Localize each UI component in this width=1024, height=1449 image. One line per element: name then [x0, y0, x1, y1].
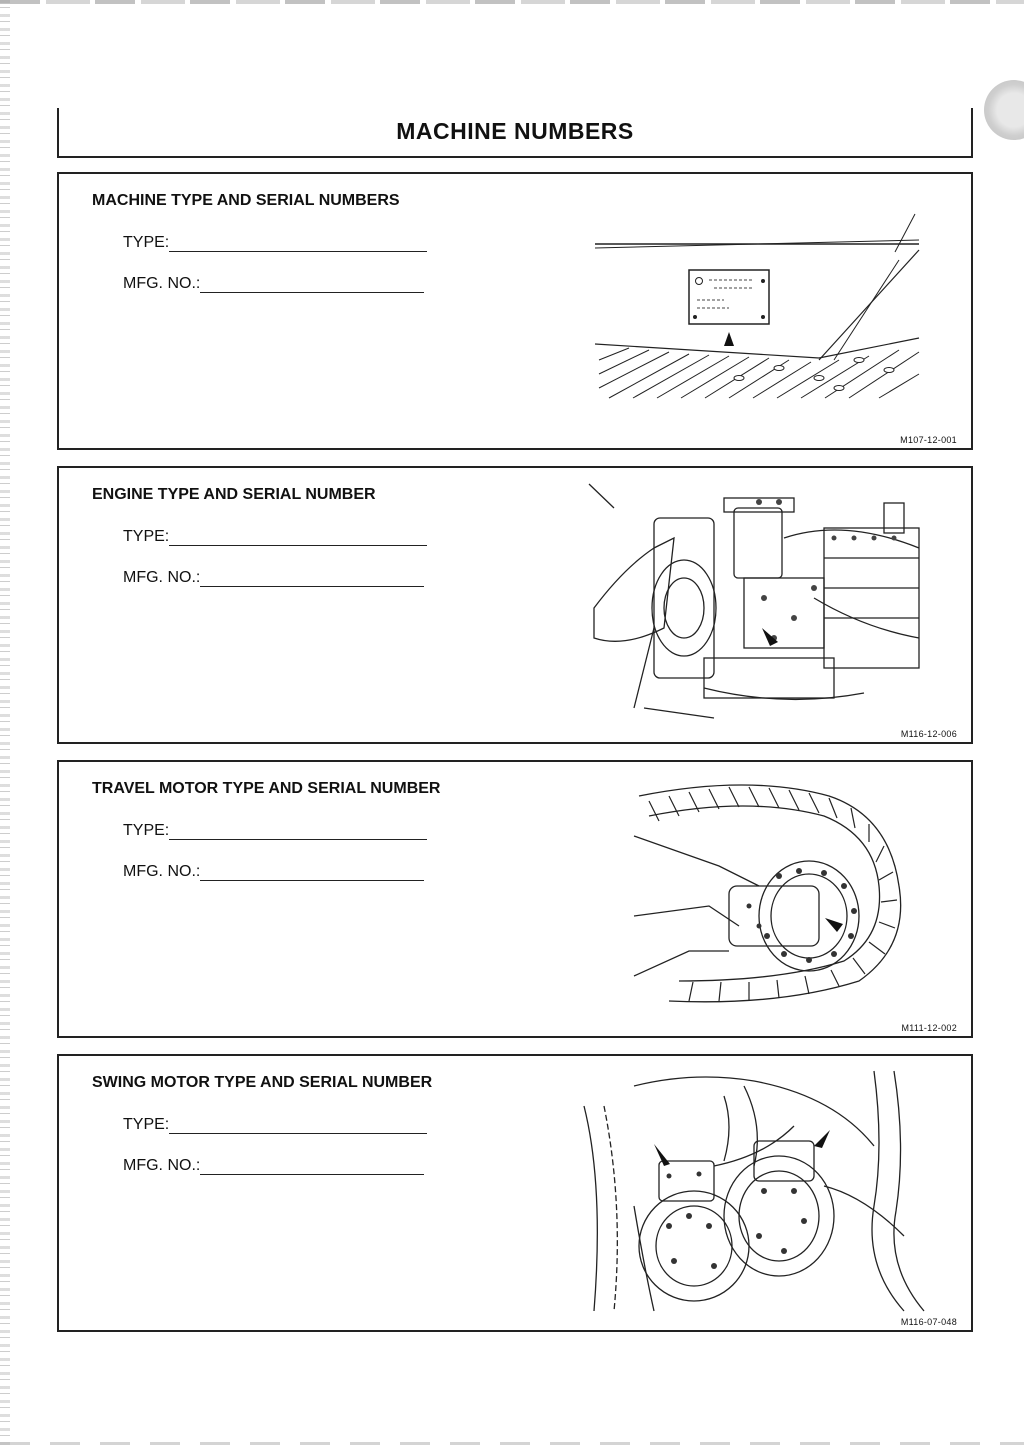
- type-label: TYPE:: [123, 822, 170, 839]
- mfg-label: MFG. NO.:: [123, 1157, 201, 1174]
- figure-code: M107-12-001: [900, 435, 957, 445]
- mfg-field[interactable]: [123, 275, 424, 293]
- mfg-label: MFG. NO.:: [123, 863, 201, 880]
- swing-motor-illustration: [574, 1066, 930, 1314]
- mfg-field[interactable]: [123, 1157, 424, 1175]
- type-write-line[interactable]: [169, 1117, 427, 1134]
- mfg-label: MFG. NO.:: [123, 275, 201, 292]
- mfg-field[interactable]: [123, 863, 424, 881]
- mfg-write-line[interactable]: [200, 276, 424, 293]
- type-label: TYPE:: [123, 234, 170, 251]
- binder-hole-mark: [984, 80, 1024, 140]
- type-field[interactable]: [123, 528, 427, 546]
- machine-section: [57, 172, 973, 450]
- figure-code: M111-12-002: [901, 1023, 957, 1033]
- section-heading: TRAVEL MOTOR TYPE AND SERIAL NUMBER: [92, 780, 441, 797]
- type-field[interactable]: [123, 1116, 427, 1134]
- scan-edge-bottom: [0, 1442, 1024, 1445]
- page-title: MACHINE NUMBERS: [396, 118, 634, 144]
- mfg-label: MFG. NO.:: [123, 569, 201, 586]
- section-heading: ENGINE TYPE AND SERIAL NUMBER: [92, 486, 376, 503]
- scan-edge-left: [0, 0, 10, 1449]
- mfg-write-line[interactable]: [200, 864, 424, 881]
- title-box: [57, 108, 973, 158]
- mfg-field[interactable]: [123, 569, 424, 587]
- mfg-write-line[interactable]: [200, 570, 424, 587]
- type-field[interactable]: [123, 822, 427, 840]
- type-write-line[interactable]: [169, 235, 427, 252]
- section-heading: SWING MOTOR TYPE AND SERIAL NUMBER: [92, 1074, 433, 1091]
- type-label: TYPE:: [123, 528, 170, 545]
- section-heading: MACHINE TYPE AND SERIAL NUMBERS: [92, 192, 400, 209]
- figure-code: M116-07-048: [900, 1317, 957, 1327]
- machine-plate-illustration: [589, 210, 925, 410]
- scan-edge-top: [0, 0, 1024, 4]
- type-label: TYPE:: [123, 1116, 170, 1133]
- engine-illustration: [584, 478, 929, 728]
- engine-section: [57, 466, 973, 744]
- swing-motor-section: [57, 1054, 973, 1332]
- type-field[interactable]: [123, 234, 427, 252]
- type-write-line[interactable]: [169, 823, 427, 840]
- figure-code: M116-12-006: [900, 729, 957, 739]
- travel-motor-illustration: [629, 776, 919, 1016]
- type-write-line[interactable]: [169, 529, 427, 546]
- mfg-write-line[interactable]: [200, 1158, 424, 1175]
- travel-motor-section: [57, 760, 973, 1038]
